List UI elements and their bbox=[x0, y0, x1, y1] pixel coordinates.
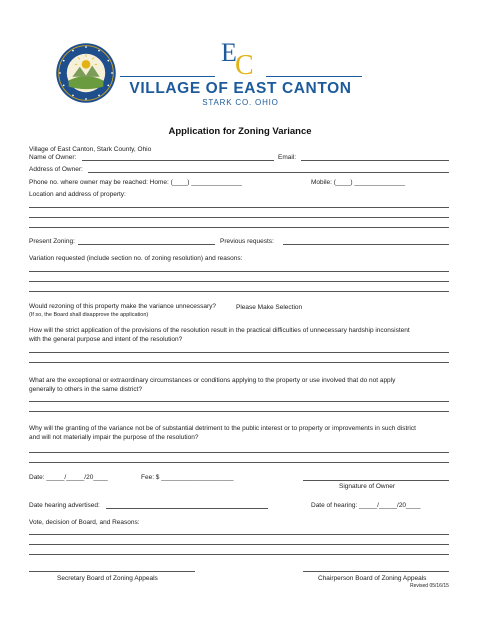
location-line-2[interactable] bbox=[29, 217, 449, 218]
signature-of-owner-line[interactable] bbox=[303, 480, 449, 481]
previous-requests-field[interactable] bbox=[283, 244, 449, 245]
revised-date: Revised 05/16/15 bbox=[410, 583, 449, 589]
variation-line-1[interactable] bbox=[29, 271, 449, 272]
exceptional-question-line-2: generally to others in the same district? bbox=[29, 386, 143, 393]
date-of-hearing-field[interactable]: Date of hearing: _____/_____/20____ bbox=[311, 502, 421, 509]
rezoning-note: (If so, the Board shall disapprove the application) bbox=[29, 312, 149, 318]
detriment-answer-line-2[interactable] bbox=[29, 462, 449, 463]
org-name: VILLAGE OF EAST CANTON bbox=[129, 80, 352, 97]
detriment-question-line-1: Why will the granting of the variance not be of substantial detriment to the public interest or to property or improvements in such district bbox=[29, 425, 416, 432]
chairperson-signature-line[interactable] bbox=[303, 571, 449, 572]
location-label: Location and address of property: bbox=[29, 191, 126, 198]
document-title: Application for Zoning Variance bbox=[168, 126, 312, 137]
mobile-label: Mobile: (____) ______________ bbox=[311, 179, 405, 186]
location-line-1[interactable] bbox=[29, 207, 449, 208]
hardship-answer-line-2[interactable] bbox=[29, 362, 449, 363]
org-subtitle: STARK CO. OHIO bbox=[202, 98, 279, 107]
variation-line-2[interactable] bbox=[29, 281, 449, 282]
fee-field[interactable]: Fee: $ ____________________ bbox=[141, 474, 234, 481]
detriment-answer-line-1[interactable] bbox=[29, 452, 449, 453]
rezoning-select[interactable]: Please Make Selection bbox=[236, 304, 303, 311]
ec-logo-e: E bbox=[221, 38, 237, 67]
hardship-question-line-1: How will the strict application of the provisions of the resolution result in the practical difficulties of unnecessary hardship inconsistent bbox=[29, 327, 410, 334]
ec-logo-c: C bbox=[235, 50, 254, 81]
exceptional-answer-line-1[interactable] bbox=[29, 401, 449, 402]
vote-line-1[interactable] bbox=[29, 534, 449, 535]
date-hearing-advertised-field[interactable] bbox=[106, 508, 268, 509]
detriment-question-line-2: and will not materially impair the purpose of the resolution? bbox=[29, 434, 199, 441]
secretary-signature-line[interactable] bbox=[29, 571, 195, 572]
email-field[interactable] bbox=[301, 160, 449, 161]
name-of-owner-label: Name of Owner: bbox=[29, 154, 77, 161]
variation-line-3[interactable] bbox=[29, 291, 449, 292]
present-zoning-field[interactable] bbox=[78, 244, 215, 245]
present-zoning-label: Present Zoning: bbox=[29, 238, 75, 245]
jurisdiction-text: Village of East Canton, Stark County, Ohio bbox=[29, 146, 152, 153]
exceptional-answer-line-2[interactable] bbox=[29, 411, 449, 412]
chairperson-label: Chairperson Board of Zoning Appeals bbox=[318, 575, 427, 582]
brand-rule-right bbox=[266, 76, 362, 77]
vote-line-3[interactable] bbox=[29, 554, 449, 555]
vote-line-2[interactable] bbox=[29, 544, 449, 545]
date-field[interactable]: Date: _____/_____/20____ bbox=[29, 474, 108, 481]
name-of-owner-field[interactable] bbox=[82, 160, 274, 161]
phone-label: Phone no. where owner may be reached: Home: (____) ______________ bbox=[29, 179, 242, 186]
rezoning-question: Would rezoning of this property make the variance unnecessary? bbox=[29, 303, 217, 310]
vote-label: Vote, decision of Board, and Reasons: bbox=[29, 519, 140, 526]
date-hearing-advertised-label: Date hearing advertised: bbox=[29, 502, 100, 509]
ohio-seal-icon bbox=[55, 42, 117, 104]
address-of-owner-field[interactable] bbox=[88, 172, 449, 173]
hardship-question-line-2: with the general purpose and intent of the resolution? bbox=[29, 336, 183, 343]
secretary-label: Secretary Board of Zoning Appeals bbox=[57, 575, 158, 582]
address-of-owner-label: Address of Owner: bbox=[29, 166, 83, 173]
variation-label: Variation requested (include section no. of zoning resolution) and reasons: bbox=[29, 255, 243, 262]
signature-of-owner-label: Signature of Owner bbox=[339, 483, 396, 490]
exceptional-question-line-1: What are the exceptional or extraordinary circumstances or conditions applying to the property or use involved that do not apply bbox=[29, 377, 396, 384]
brand-rule-left bbox=[120, 76, 215, 77]
location-line-3[interactable] bbox=[29, 227, 449, 228]
email-label: Email: bbox=[278, 154, 297, 161]
previous-requests-label: Previous requests: bbox=[220, 238, 274, 245]
ec-logo bbox=[221, 40, 263, 80]
hardship-answer-line-1[interactable] bbox=[29, 352, 449, 353]
